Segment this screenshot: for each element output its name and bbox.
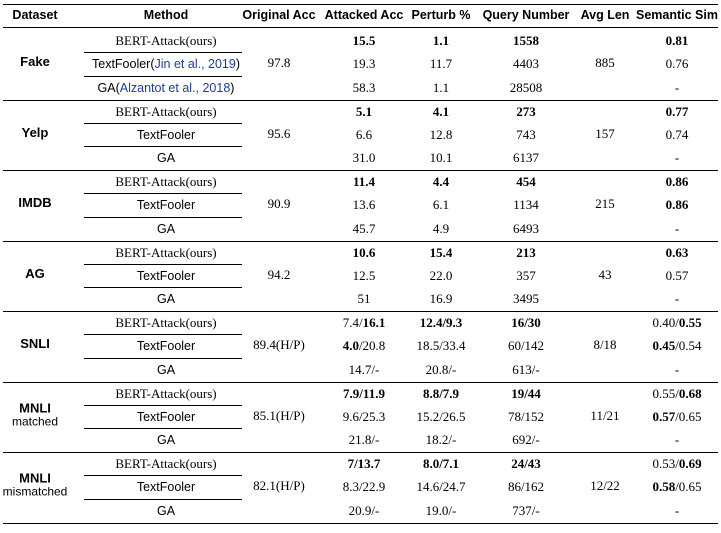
citation-link[interactable]: Alzantot et al., 2018 [119,80,231,95]
attacked-value [353,221,376,237]
attacked-value [343,315,386,331]
perturb-value [416,409,465,425]
method-name [137,409,195,425]
method-separator [84,358,242,359]
method-separator [84,217,242,218]
perturb-part: 8.0/7.1 [422,456,460,471]
attacked-part: 9.6/25.3 [342,408,386,424]
sim-value [666,104,689,120]
perturb-value [430,127,453,143]
dataset-label: MNLI [19,470,51,486]
method-label: GA [156,362,176,377]
method-label: TextFooler [136,409,196,424]
method-name [92,56,240,72]
sim-part: 0.55 [678,315,702,330]
perturb-part: 18.5/33.4 [416,338,466,354]
sim-value [666,245,689,261]
query-part: 78/152 [507,408,545,424]
sim-value [675,221,679,237]
dataset-label: Yelp [21,124,49,140]
attacked-value [356,104,372,120]
perturb-value [430,245,453,261]
query-part: 86/162 [507,479,545,495]
perturb-part: 22.0 [429,267,453,283]
dataset-sublabel: matched [11,414,59,429]
header-dataset: Dataset [12,8,58,22]
method-name [115,315,216,331]
header-perturb: Perturb % [411,8,471,22]
dataset-label: SNLI [20,336,50,352]
avg-len: 885 [595,55,615,71]
query-value [508,409,544,425]
method-separator [84,475,242,476]
method-label: TextFooler [136,198,196,213]
query-part: 6137 [513,150,539,166]
attacked-value [358,291,371,307]
header-original-acc: Original Acc [242,8,316,22]
perturb-part: 20.8/- [425,361,457,377]
method-separator [84,123,242,124]
sim-value [675,432,679,448]
perturb-part: 1.1 [432,79,450,95]
method-name [115,104,216,120]
dataset-label: AG [25,265,45,281]
perturb-part: 12.8 [429,126,453,142]
method-label: BERT-Attack(ours) [115,385,217,401]
attacked-part: 45.7 [352,220,376,236]
original-acc: 85.1(H/P) [253,407,305,423]
header-attacked-acc: Attacked Acc [324,8,404,22]
method-name [157,503,175,519]
perturb-value [423,456,459,472]
query-part: 28508 [509,79,543,95]
sim-value [652,338,701,354]
sim-part: 0.63 [665,244,689,260]
perturb-value [426,432,457,448]
sim-value [652,315,701,331]
method-label: GA [156,151,176,166]
dataset-label: Fake [20,54,50,70]
perturb-value [433,221,449,237]
sim-part: 0.86 [665,197,689,213]
perturb-part: 4.9 [432,220,450,236]
method-label: TextFooler [136,339,196,354]
sim-value [675,291,679,307]
method-separator [84,146,242,147]
method-name [157,221,175,237]
method-separator [84,287,242,288]
method-separator [84,405,242,406]
sim-value [675,150,679,166]
attacked-value [348,456,381,472]
query-value [513,291,539,307]
perturb-part: 15.2/26.5 [416,408,466,424]
table-header-row [3,4,718,28]
attacked-value [353,174,375,190]
avg-len: 215 [595,196,615,212]
method-label: GA [156,292,176,307]
method-name [157,291,175,307]
sim-value [675,503,679,519]
attacked-part: /20.8 [358,338,386,354]
attacked-part: 7/13.7 [347,456,381,471]
query-part: 3495 [513,291,539,307]
method-label: BERT-Attack(ours) [115,315,217,330]
group-separator [3,100,718,101]
sim-part: - [674,79,680,95]
query-part: 1558 [513,33,539,48]
avg-len: 11/21 [590,407,620,423]
query-value [512,503,539,519]
attacked-part: 58.3 [352,79,376,95]
perturb-part: 16.9 [429,291,453,307]
attacked-value [353,80,376,96]
attacked-value [353,150,376,166]
perturb-part: 19.0/- [425,502,457,518]
original-acc: 82.1(H/P) [253,478,305,494]
method-name [157,150,175,166]
avg-len: 43 [598,266,612,282]
sim-value [675,362,679,378]
method-label: GA( [97,80,120,95]
sim-value [675,80,679,96]
attacked-part: 6.6 [355,126,373,142]
attacked-part: 8.3/22.9 [342,479,386,495]
query-value [513,150,539,166]
method-label: TextFooler [136,480,196,495]
query-part: 357 [516,267,536,283]
method-name [137,197,195,213]
sim-value [666,56,689,72]
sim-part: 0.76 [665,56,689,72]
group-separator [3,241,718,242]
group-separator [3,452,718,453]
query-part: 213 [516,244,536,260]
method-label: TextFooler [136,268,196,283]
perturb-part: 6.1 [432,197,450,213]
perturb-part: 11.7 [429,56,453,72]
query-value [516,174,536,190]
query-value [516,104,536,120]
query-value [511,315,541,331]
attacked-part: 20.9/- [348,502,380,518]
sim-value [652,479,701,495]
perturb-part: 1.1 [432,33,450,48]
sim-part: 0.77 [665,103,689,119]
query-value [511,386,541,402]
group-separator [3,311,718,312]
sim-value [652,409,701,425]
sim-part: 0.74 [665,126,689,142]
query-value [512,432,539,448]
method-name [137,479,195,495]
perturb-value [433,197,449,213]
attacked-part: 15.5 [352,33,376,48]
header-method: Method [143,8,189,22]
method-label: GA [156,503,176,518]
sim-part: /0.65 [675,408,702,424]
perturb-part: 12.4/9.3 [419,315,463,330]
method-label: BERT-Attack(ours) [115,103,217,119]
query-value [511,456,541,472]
perturb-part: 4.1 [432,103,450,119]
query-part: 60/142 [507,338,545,354]
original-acc: 89.4(H/P) [253,337,305,353]
sim-part: - [674,502,680,518]
attacked-value [353,33,376,49]
attacked-value [353,245,376,261]
attacked-value [343,386,385,402]
sim-value [666,127,689,143]
method-name [157,432,175,448]
sim-value [666,33,689,49]
method-separator [84,428,242,429]
attacked-part: 21.8/- [348,432,380,448]
sim-part: 0.55/ [652,385,679,401]
method-label: BERT-Attack(ours) [115,33,217,48]
attacked-value [349,432,380,448]
perturb-value [426,503,457,519]
sim-part: 0.81 [665,33,689,48]
group-separator [3,382,718,383]
method-separator [84,334,242,335]
sim-part: /0.65 [675,479,702,495]
citation-close: ) [235,57,241,72]
attacked-part: 5.1 [355,103,373,119]
avg-len: 157 [595,125,615,141]
query-value [508,338,544,354]
attacked-value [343,479,386,495]
attacked-part: 14.7/- [348,361,380,377]
dataset-name [20,337,50,351]
attacked-part: 19.3 [352,56,376,72]
perturb-value [433,80,449,96]
query-value [516,268,536,284]
method-name [115,33,216,49]
method-separator [84,76,242,77]
original-acc: 95.6 [267,125,291,141]
method-label: BERT-Attack(ours) [115,456,217,471]
method-name [115,456,216,472]
attacked-value [353,197,376,213]
attacked-part: 12.5 [352,267,376,283]
perturb-value [430,56,452,72]
method-name [115,174,216,190]
dataset-name [3,472,68,499]
perturb-value [416,479,465,495]
method-label: TextFooler [136,127,196,142]
dataset-name [18,196,51,210]
citation-close: ) [230,80,235,95]
query-part: 1134 [513,197,539,213]
attacked-part: 16.1 [362,315,386,330]
sim-value [666,268,689,284]
method-name [137,338,195,354]
method-separator [84,193,242,194]
attacked-value [353,268,376,284]
sim-part: 0.57 [665,267,689,283]
attacked-value [353,56,376,72]
perturb-part: 8.8/7.9 [422,385,460,401]
query-value [513,221,539,237]
avg-len: 12/22 [590,478,620,494]
perturb-value [423,386,459,402]
header-avg-len: Avg Len [580,8,630,22]
query-part: 24/43 [511,456,541,471]
attacked-part: 31.0 [352,150,376,166]
perturb-part: 18.2/- [425,432,457,448]
citation-link[interactable]: Jin et al., 2019 [154,57,236,72]
avg-len: 8/18 [593,337,617,353]
perturb-value [426,362,457,378]
query-part: 692/- [512,432,540,448]
query-value [513,197,539,213]
query-value [516,245,536,261]
attacked-part: 7.4/ [342,315,363,330]
perturb-value [433,174,449,190]
dataset-sublabel: mismatched [2,484,68,499]
perturb-value [420,315,463,331]
perturb-value [430,291,453,307]
original-acc: 94.2 [267,266,291,282]
sim-value [652,386,701,402]
attacked-part: 11.4 [352,174,376,189]
attacked-part: 4.0 [342,338,359,354]
header-semantic-sim: Semantic Sim [636,8,718,22]
method-name [137,127,195,143]
perturb-part: 4.4 [432,174,450,189]
query-part: 4403 [513,56,539,72]
query-part: 454 [516,174,536,189]
perturb-part: 14.6/24.7 [416,479,466,495]
sim-part: 0.69 [678,456,702,471]
sim-part: - [674,220,680,236]
query-part: 613/- [512,361,540,377]
attacked-part: 10.6 [352,244,376,260]
sim-part: - [674,291,680,307]
perturb-value [430,150,453,166]
attacked-part: 51 [357,291,371,307]
perturb-part: 10.1 [429,150,453,166]
query-value [512,362,539,378]
attacked-value [356,127,372,143]
sim-part: /0.54 [675,338,702,354]
perturb-value [430,268,453,284]
method-name [115,386,216,402]
sim-part: 0.86 [665,174,689,189]
method-label: GA [156,221,176,236]
method-name [157,362,175,378]
original-acc: 97.8 [267,55,291,71]
perturb-value [416,338,465,354]
query-value [508,479,544,495]
sim-value [652,456,701,472]
method-label: BERT-Attack(ours) [115,244,217,260]
method-separator [84,264,242,265]
attacked-part: 13.6 [352,197,376,213]
sim-part: - [674,361,680,377]
method-label: TextFooler( [91,57,155,72]
method-name [137,268,195,284]
original-acc: 90.9 [267,196,291,212]
attacked-value [349,362,380,378]
sim-part: - [674,150,680,166]
attacked-value [343,409,386,425]
dataset-label: IMDB [18,195,52,211]
attacked-value [343,338,386,354]
attacked-value [349,503,380,519]
method-name [98,80,235,96]
query-part: 743 [516,126,536,142]
dataset-name [22,126,49,140]
sim-part: 0.57 [652,408,676,424]
query-value [513,33,539,49]
query-part: 273 [516,103,536,119]
header-query-number: Query Number [482,8,570,22]
query-value [513,56,539,72]
method-name [115,245,216,261]
method-label: BERT-Attack(ours) [115,174,217,189]
query-part: 737/- [512,502,540,518]
sim-part: - [674,432,680,448]
sim-part: 0.58 [652,479,676,495]
sim-part: 0.53/ [652,456,679,471]
sim-value [666,197,689,213]
method-separator [84,499,242,500]
perturb-value [433,104,449,120]
dataset-name [25,267,45,281]
query-part: 6493 [513,220,539,236]
group-separator [3,523,718,524]
sim-part: 0.68 [678,385,702,401]
sim-part: 0.40/ [652,315,679,330]
query-value [516,127,536,143]
perturb-value [433,33,449,49]
sim-value [666,174,689,190]
query-part: 16/30 [511,315,541,330]
query-part: 19/44 [511,385,541,401]
perturb-part: 15.4 [429,244,453,260]
dataset-name [12,401,58,428]
method-label: GA [156,433,176,448]
query-value [510,80,543,96]
method-separator [84,52,242,53]
dataset-name [20,55,50,69]
sim-part: 0.45 [652,338,676,354]
group-separator [3,170,718,171]
attacked-part: 7.9/11.9 [343,385,385,401]
dataset-label: MNLI [19,400,51,416]
